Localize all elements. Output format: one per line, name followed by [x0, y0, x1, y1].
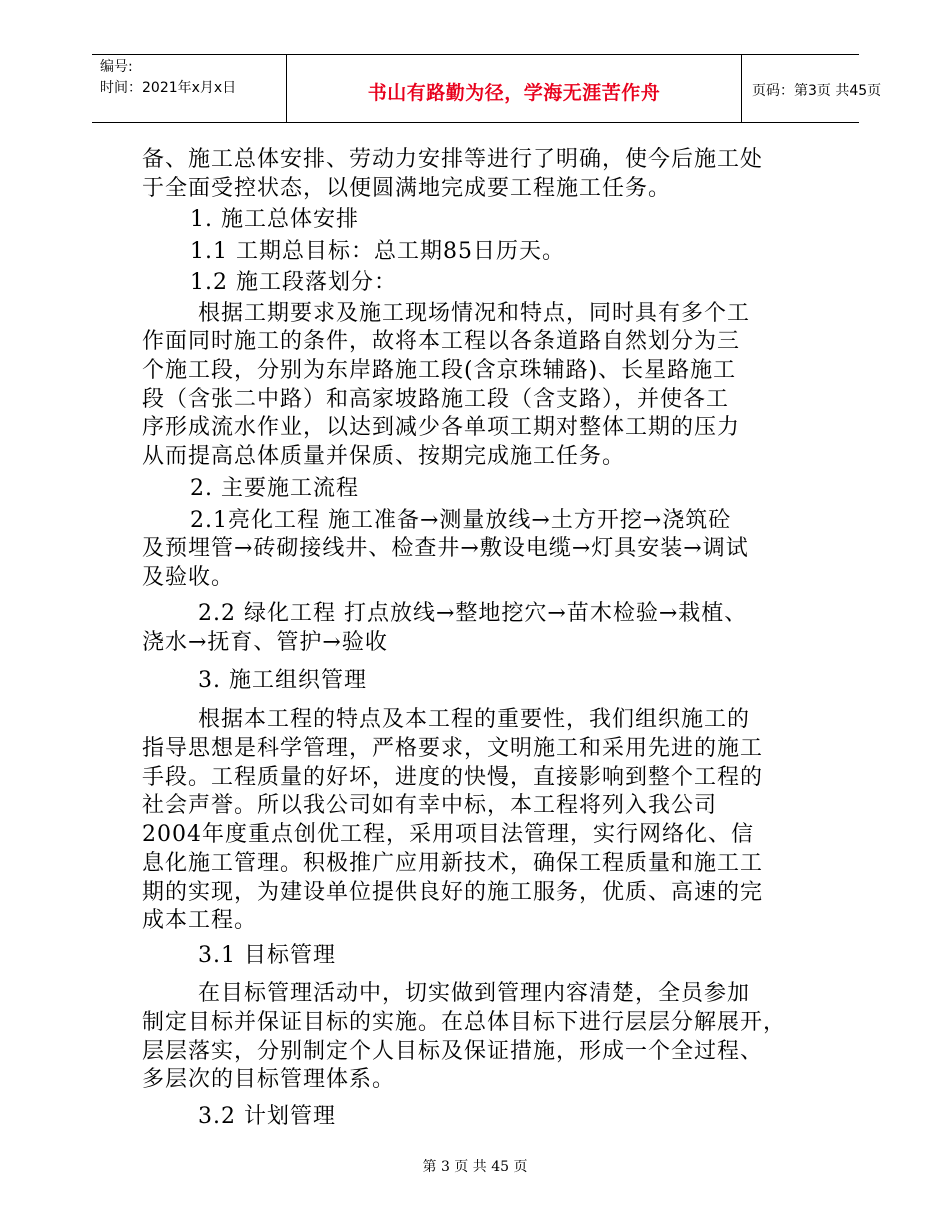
- body-line: 制定目标并保证目标的实施。在总体目标下进行层层分解展开，: [142, 1010, 787, 1035]
- body-line: 社会声誉。所以我公司如有幸中标，本工程将列入我公司: [142, 793, 718, 818]
- section-heading: 3. 施工组织管理: [198, 668, 367, 693]
- body-line: 在目标管理活动中，切实做到管理内容清楚，全员参加: [198, 981, 751, 1006]
- body-line: 指导思想是科学管理，严格要求，文明施工和采用先进的施工: [142, 736, 764, 761]
- body-line: 2.1亮化工程 施工准备→测量放线→土方开挖→浇筑砼: [190, 508, 732, 533]
- body-line: 手段。工程质量的好坏，进度的快慢，直接影响到整个工程的: [142, 765, 764, 790]
- body-line: 2004年度重点创优工程，采用项目法管理，实行网络化、信: [142, 822, 754, 847]
- header-motto-cell: [286, 55, 742, 122]
- body-line: 多层次的目标管理体系。: [142, 1067, 396, 1092]
- body-line: 根据工期要求及施工现场情况和特点，同时具有多个工: [198, 301, 751, 326]
- body-line: 期的实现，为建设单位提供良好的施工服务，优质、高速的完: [142, 880, 764, 905]
- body-line: 层层落实，分别制定个人目标及保证措施，形成一个全过程、: [142, 1039, 764, 1064]
- body-line: 从而提高总体质量并保质、按期完成施工任务。: [142, 444, 626, 469]
- section-heading: 2. 主要施工流程: [190, 476, 359, 501]
- body-line: 及验收。: [142, 565, 235, 590]
- body-line: 个施工段，分别为东岸路施工段(含京珠辅路)、长星路施工: [142, 358, 737, 383]
- body-line: 段（含张二中路）和高家坡路施工段（含支路），并使各工: [142, 387, 730, 412]
- body-line: 备、施工总体安排、劳动力安排等进行了明确，使今后施工处: [142, 147, 764, 172]
- header-page-info: 页码：第3页 共45页: [752, 83, 882, 99]
- subsection-heading: 1.2 施工段落划分：: [190, 270, 397, 295]
- body-line: 根据本工程的特点及本工程的重要性，我们组织施工的: [198, 707, 751, 732]
- body-line: 息化施工管理。积极推广应用新技术，确保工程质量和施工工: [142, 851, 764, 876]
- header-motto: 书山有路勤为径，学海无涯苦作舟: [367, 82, 661, 104]
- body-line: 序形成流水作业，以达到减少各单项工期对整体工期的压力: [142, 415, 741, 440]
- body-line: 及预埋管→砖砌接线井、检查井→敷设电缆→灯具安装→调试: [142, 536, 749, 561]
- subsection-heading: 3.1 目标管理: [198, 943, 336, 968]
- body-line: 浇水→抚育、管护→验收: [142, 630, 388, 655]
- page-footer: 第 3 页 共 45 页: [422, 1159, 528, 1175]
- header-meta-cell: [92, 55, 286, 122]
- subsection-heading: 1.1 工期总目标：总工期85日历天。: [190, 239, 565, 264]
- serial-label: 编号:: [100, 59, 133, 75]
- page-header: [92, 54, 882, 123]
- body-line: 作面同时施工的条件，故将本工程以各条道路自然划分为三: [142, 329, 741, 354]
- body-line: 2.2 绿化工程 打点放线→整地挖穴→苗木检验→栽植、: [198, 601, 748, 626]
- body-line: 成本工程。: [142, 908, 258, 933]
- header-page-cell: [742, 55, 882, 122]
- subsection-heading: 3.2 计划管理: [198, 1104, 336, 1129]
- section-heading: 1. 施工总体安排: [190, 207, 359, 232]
- body-line: 于全面受控状态，以便圆满地完成要工程施工任务。: [142, 176, 672, 201]
- time-label: 时间：2021年x月x日: [100, 80, 237, 96]
